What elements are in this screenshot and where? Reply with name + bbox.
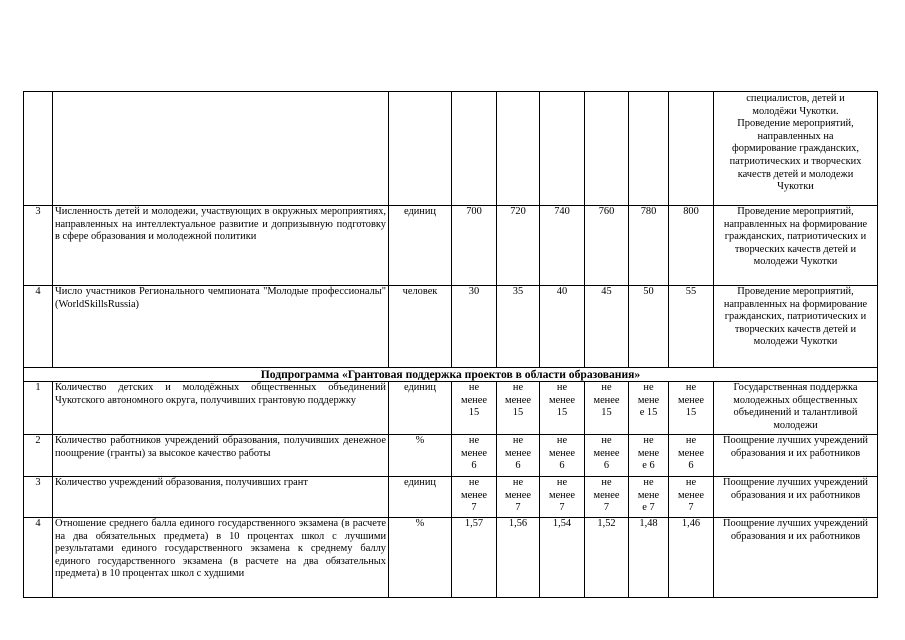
- value-cell: [452, 435, 497, 477]
- measure-text: Поощрение лучших учреждений образования и их работников: [723, 435, 868, 459]
- value-cell: [669, 435, 714, 477]
- indicator-cell: [53, 518, 389, 598]
- value-text: не менее 6: [593, 435, 620, 472]
- value-cell: [629, 92, 669, 206]
- value-cell: [497, 206, 540, 286]
- value-text: не менее 15: [461, 382, 487, 419]
- value-text: 1,52: [597, 518, 616, 529]
- measure-line: Чукотки: [777, 181, 814, 193]
- value-text: не менее 6: [461, 435, 487, 472]
- value-cell: [629, 286, 669, 368]
- unit-cell: [389, 382, 452, 435]
- unit-text: %: [415, 518, 425, 529]
- measure-cell: [714, 477, 878, 518]
- table-row: [24, 286, 878, 368]
- value-cell: [585, 92, 629, 206]
- measure-line: специалистов, детей и: [746, 93, 845, 104]
- value-text: не менее 15: [678, 382, 704, 419]
- value-text: не менее 6: [505, 435, 531, 472]
- value-cell: [585, 206, 629, 286]
- value-cell: [540, 435, 585, 477]
- value-text: не менее 7: [549, 477, 575, 514]
- value-cell: [497, 382, 540, 435]
- value-cell: [585, 477, 629, 518]
- value-text: 50: [643, 286, 654, 297]
- unit-cell: [389, 206, 452, 286]
- indicator-cell: [53, 92, 389, 206]
- row-number-text: 1: [35, 382, 41, 393]
- value-text: не менее 7: [461, 477, 487, 514]
- value-text: не мене е 6: [637, 435, 660, 472]
- value-cell: [497, 518, 540, 598]
- measure-cell: [714, 382, 878, 435]
- value-text: не менее 15: [549, 382, 575, 419]
- value-text: не менее 15: [505, 382, 531, 419]
- measure-text: Поощрение лучших учреждений образования и их работников: [723, 518, 868, 542]
- value-cell: [585, 382, 629, 435]
- indicator-text: Число участников Регионального чемпионата "Молодые профессионалы" (WorldSkillsRussia): [55, 286, 386, 310]
- value-text: 40: [556, 286, 568, 297]
- row-number-cell: [24, 206, 53, 286]
- value-cell: [497, 435, 540, 477]
- value-text: 760: [598, 206, 615, 217]
- row-number-text: 3: [35, 206, 41, 217]
- row-number-cell: [24, 435, 53, 477]
- value-cell: [540, 518, 585, 598]
- value-cell: [629, 206, 669, 286]
- value-text: 800: [683, 206, 699, 217]
- value-text: 720: [510, 206, 526, 217]
- value-cell: [497, 477, 540, 518]
- value-text: не мене е 15: [637, 382, 660, 419]
- value-cell: [669, 382, 714, 435]
- value-text: 45: [601, 286, 612, 297]
- table-row: [24, 435, 878, 477]
- value-cell: [452, 382, 497, 435]
- value-cell: [452, 92, 497, 206]
- value-cell: [585, 518, 629, 598]
- value-text: 1,48: [639, 518, 658, 529]
- indicator-cell: [53, 435, 389, 477]
- measure-cell: [714, 92, 878, 206]
- value-cell: [669, 92, 714, 206]
- row-number-cell: [24, 382, 53, 435]
- value-text: не менее 6: [678, 435, 704, 472]
- indicators-table: [23, 91, 878, 598]
- value-cell: [585, 435, 629, 477]
- value-text: не менее 15: [593, 382, 620, 419]
- table-row: [24, 382, 878, 435]
- measure-cell: [714, 206, 878, 286]
- value-text: не мене е 7: [637, 477, 660, 514]
- measure-text: Проведение мероприятий, направленных на формирование гражданских, патриотических и творческих качеств детей и молодежи Чукотки: [723, 206, 868, 268]
- value-cell: [629, 435, 669, 477]
- value-text: 700: [466, 206, 482, 217]
- table-row: [24, 477, 878, 518]
- measure-line: направленных на: [757, 130, 834, 142]
- measure-cell: [714, 286, 878, 368]
- indicator-text: Количество учреждений образования, получивших грант: [55, 477, 308, 488]
- measure-cell: [714, 518, 878, 598]
- indicator-cell: [53, 382, 389, 435]
- value-text: 35: [512, 286, 524, 297]
- value-text: 1,46: [681, 518, 701, 529]
- indicator-cell: [53, 206, 389, 286]
- value-cell: [452, 206, 497, 286]
- value-cell: [497, 286, 540, 368]
- value-text: 740: [554, 206, 570, 217]
- value-cell: [540, 92, 585, 206]
- row-number-text: 3: [35, 477, 41, 488]
- indicator-cell: [53, 286, 389, 368]
- value-text: 1,57: [464, 518, 484, 529]
- value-text: 55: [685, 286, 697, 297]
- unit-text: единиц: [403, 206, 436, 217]
- measure-line: Проведение мероприятий,: [737, 118, 854, 130]
- value-cell: [629, 382, 669, 435]
- measure-text: Государственная поддержка молодежных общественных объединений и талантливой молодежи: [733, 382, 858, 431]
- measure-line: качеств детей и молодежи: [737, 168, 854, 180]
- table-row: [24, 206, 878, 286]
- value-text: 1,54: [552, 518, 572, 529]
- value-cell: [629, 518, 669, 598]
- unit-text: человек: [402, 286, 438, 297]
- value-text: 30: [468, 286, 480, 297]
- measure-line: формирование гражданских,: [732, 143, 859, 155]
- unit-cell: [389, 518, 452, 598]
- row-number-text: 2: [35, 435, 41, 446]
- value-cell: [669, 206, 714, 286]
- value-cell: [540, 382, 585, 435]
- unit-cell: [389, 286, 452, 368]
- value-cell: [452, 477, 497, 518]
- unit-cell: [389, 92, 452, 206]
- row-number-text: 4: [35, 518, 41, 529]
- unit-text: единиц: [403, 382, 436, 393]
- value-cell: [452, 518, 497, 598]
- indicator-cell: [53, 477, 389, 518]
- row-number-cell: [24, 92, 53, 206]
- value-text: не менее 7: [678, 477, 704, 514]
- value-cell: [669, 286, 714, 368]
- value-text: не менее 7: [505, 477, 531, 514]
- subprogram-title: Подпрограмма «Грантовая поддержка проектов в области образования»: [24, 368, 878, 382]
- unit-cell: [389, 477, 452, 518]
- subprogram-header-row: [24, 368, 878, 382]
- value-cell: [497, 92, 540, 206]
- row-number-cell: [24, 477, 53, 518]
- value-cell: [669, 477, 714, 518]
- measure-cell: [714, 435, 878, 477]
- indicator-text: Количество детских и молодёжных общественных объединений Чукотского автономного округа, получивших грантовую поддержку: [55, 382, 386, 406]
- table-row: [24, 518, 878, 598]
- unit-cell: [389, 435, 452, 477]
- indicator-text: Отношение среднего балла единого государственного экзамена (в расчете на два обязательных предмета) в 10 процентах школ с лучшими результатами единого государственного экзамена к среднему баллу единого государственного экзамена (в расчете на два обязательных предмета) в 10 процентах школ с худшими: [55, 518, 386, 580]
- value-cell: [629, 477, 669, 518]
- indicator-text: Количество работников учреждений образования, получивших денежное поощрение (гранты) за высокое качество работы: [55, 435, 386, 459]
- value-cell: [540, 286, 585, 368]
- measure-line: молодёжи Чукотки.: [752, 105, 839, 117]
- value-text: 1,56: [508, 518, 528, 529]
- unit-text: единиц: [403, 477, 436, 488]
- value-cell: [540, 477, 585, 518]
- value-text: 780: [640, 206, 657, 217]
- continuation-row: [24, 92, 878, 206]
- measure-line: патриотических и творческих: [729, 155, 862, 167]
- value-cell: [585, 286, 629, 368]
- value-text: не менее 6: [549, 435, 575, 472]
- value-cell: [452, 286, 497, 368]
- value-cell: [540, 206, 585, 286]
- unit-text: %: [415, 435, 425, 446]
- value-text: не менее 7: [593, 477, 620, 514]
- row-number-cell: [24, 518, 53, 598]
- indicator-text: Численность детей и молодежи, участвующих в окружных мероприятиях, направленных на интеллектуальное развитие и допризывную подготовку в сфере образования и молодежной политики: [55, 206, 386, 243]
- value-cell: [669, 518, 714, 598]
- row-number-text: 4: [35, 286, 41, 297]
- row-number-cell: [24, 286, 53, 368]
- measure-text: Поощрение лучших учреждений образования и их работников: [723, 477, 868, 501]
- measure-text: Проведение мероприятий, направленных на формирование гражданских, патриотических и творческих качеств детей и молодежи Чукотки: [723, 286, 868, 348]
